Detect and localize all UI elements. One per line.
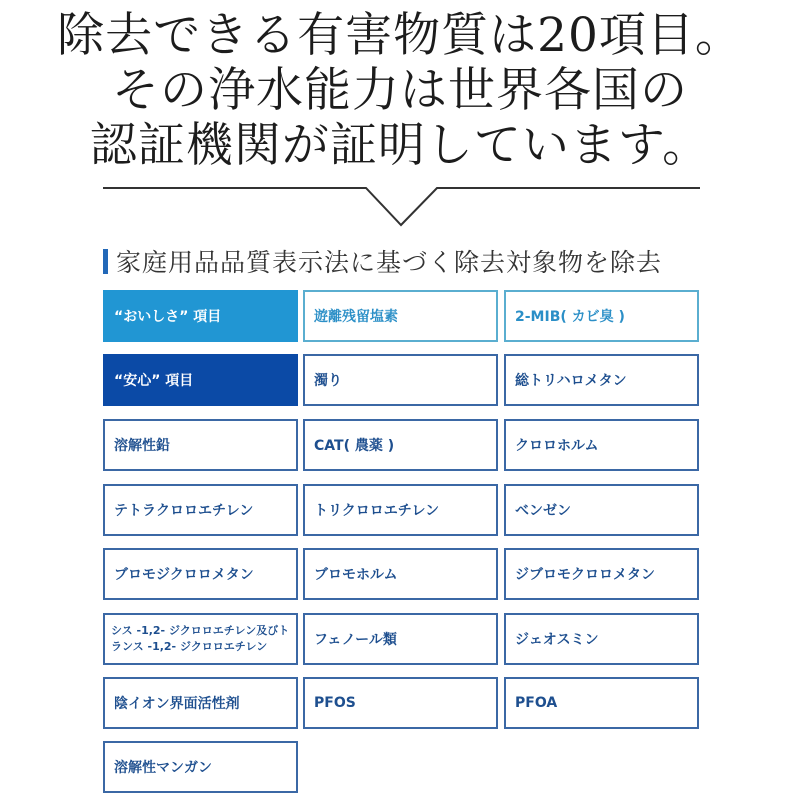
headline-line-1: 除去できる有害物質は20項目。 xyxy=(57,8,743,63)
item-cell: 総トリハロメタン xyxy=(504,354,699,406)
divider-arrow-down-icon xyxy=(103,178,700,230)
headline xyxy=(0,8,800,173)
item-cell: 遊離残留塩素 xyxy=(303,290,498,342)
item-cell: クロロホルム xyxy=(504,419,699,471)
item-cell: 2-MIB( カビ臭 ) xyxy=(504,290,699,342)
item-cell: CAT( 農薬 ) xyxy=(303,419,498,471)
headline-line-2: その浄水能力は世界各国の xyxy=(112,63,688,118)
item-cell: ベンゼン xyxy=(504,484,699,536)
section-heading-label: 家庭用品品質表示法に基づく除去対象物を除去 xyxy=(116,248,663,277)
item-cell: テトラクロロエチレン xyxy=(103,484,298,536)
item-cell: 溶解性マンガン xyxy=(103,741,298,793)
item-cell: 濁り xyxy=(303,354,498,406)
item-cell: ブロモホルム xyxy=(303,548,498,600)
category-header-taste: “おいしさ” 項目 xyxy=(103,290,298,342)
item-cell: トリクロロエチレン xyxy=(303,484,498,536)
headline-line-3: 認証機関が証明しています。 xyxy=(89,118,711,173)
item-cell: ジブロモクロロメタン xyxy=(504,548,699,600)
item-cell: ジェオスミン xyxy=(504,613,699,665)
category-header-safety: “安心” 項目 xyxy=(103,354,298,406)
item-cell: 陰イオン界面活性剤 xyxy=(103,677,298,729)
section-heading xyxy=(103,246,662,276)
heading-marker-bar xyxy=(103,249,108,274)
item-cell: シス -1,2- ジクロロエチレン及びトランス -1,2- ジクロロエチレン xyxy=(103,613,298,665)
item-cell: 溶解性鉛 xyxy=(103,419,298,471)
item-cell: PFOA xyxy=(504,677,699,729)
item-cell: ブロモジクロロメタン xyxy=(103,548,298,600)
item-cell: PFOS xyxy=(303,677,498,729)
item-cell: フェノール類 xyxy=(303,613,498,665)
